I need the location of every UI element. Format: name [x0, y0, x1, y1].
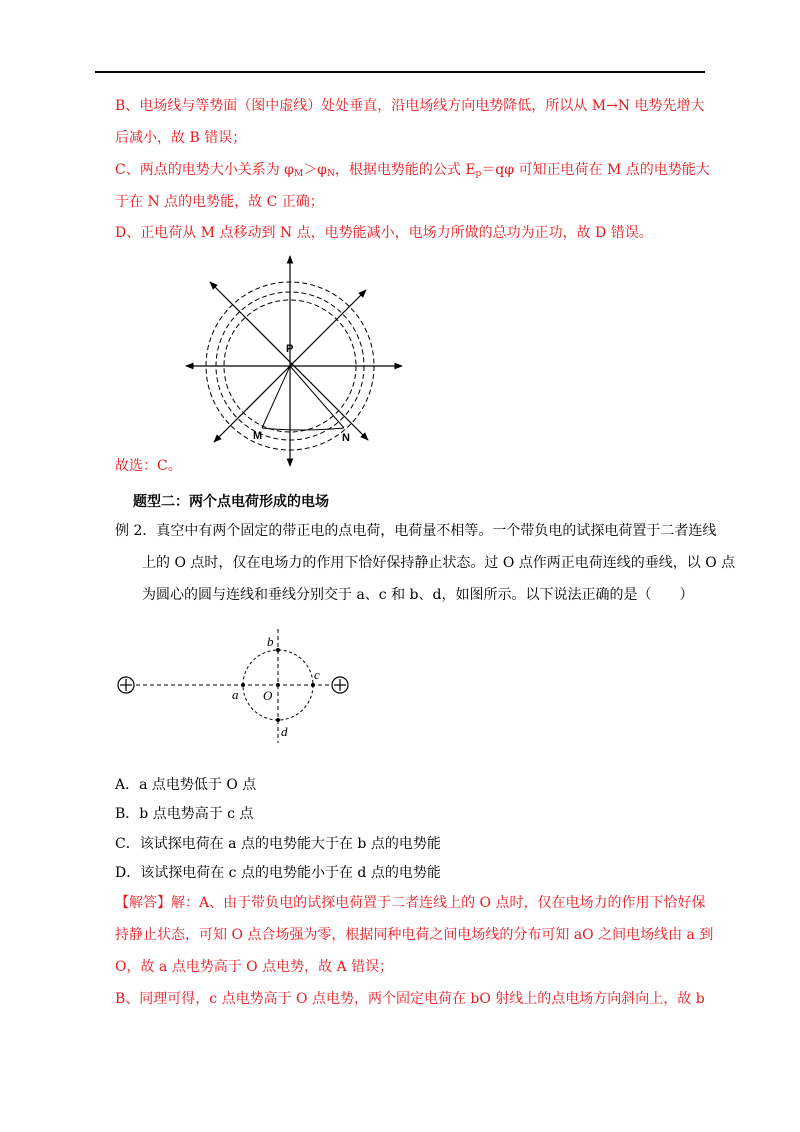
field-line-diagonal-2 [210, 282, 368, 440]
solution-line4: B、同理可得，c 点电势高于 O 点电势，两个固定电荷在 bO 射线上的点电场方向斜向上，故 b [115, 991, 705, 1007]
label-d: d [281, 724, 288, 739]
option-b: B．b 点电势高于 c 点 [115, 806, 254, 822]
label-p: P [286, 343, 294, 355]
example-line3: 为圆心的圆与连线和垂线分别交于 a、c 和 b、d，如图所示。以下说法正确的是（ ） [142, 587, 694, 603]
positive-charge-right [332, 677, 348, 693]
point-c [311, 683, 315, 687]
example-line2: 上的 O 点时，仅在电场力的作用下恰好保持静止状态。过 O 点作两正电荷连线的垂线，以 O 点 [142, 555, 736, 571]
solution-b-line1: B、电场线与等势面（图中虚线）处处垂直，沿电场线方向电势降低，所以从 M→N 电势先增大 [115, 98, 705, 114]
solution-c-line1: C、两点的电势大小关系为 $\varphi_M>\varphi_N$，根据电势能的公式 $E_p=q\varphi$ 可知正电荷在 M 点的电势能大 [115, 162, 710, 179]
point-d [276, 718, 280, 722]
label-a: a [232, 687, 239, 702]
solution-line3: O，故 a 点电势高于 O 点电势，故 A 错误； [115, 959, 394, 975]
solution-line1: 【解答】解：A、由于带负电的试探电荷置于二者连线上的 O 点时，仅在电场力的作用下恰好保 [115, 895, 706, 911]
label-n: N [342, 432, 350, 444]
solution-line2: 持静止状态，可知 O 点合场强为零，根据同种电荷之间电场线的分布可知 aO 之间电场线由 a 到 [115, 927, 714, 943]
header-rule [95, 71, 705, 73]
option-a: A．a 点电势低于 O 点 [115, 777, 257, 793]
solution-c-line2: 于在 N 点的电势能，故 C 正确； [115, 194, 324, 210]
point-b [276, 648, 280, 652]
positive-charge-left [118, 677, 134, 693]
line-p-to-n [290, 366, 344, 428]
field-line-figure [180, 248, 410, 473]
solution-b-line2: 后减小，故 B 错误； [115, 130, 247, 146]
line-p-to-m [262, 366, 290, 428]
path-m-to-n [262, 428, 344, 430]
answer-line: 故选：C。 [115, 458, 182, 474]
solution-d-line: D、正电荷从 M 点移动到 N 点，电势能减小，电场力所做的总功为正功，故 D 错误。 [115, 225, 653, 241]
solution-tag: 【解答】 [115, 895, 171, 911]
label-m: M [253, 430, 263, 442]
option-d: D．该试探电荷在 c 点的电势能小于在 d 点的电势能 [115, 865, 441, 881]
two-charge-figure [110, 627, 360, 747]
option-c: C．该试探电荷在 a 点的电势能大于在 b 点的电势能 [115, 836, 441, 852]
label-o: O [263, 688, 273, 703]
section-heading: 题型二：两个点电荷形成的电场 [133, 494, 329, 510]
label-c: c [314, 667, 320, 682]
point-o [276, 683, 280, 687]
example-line1: 例 2．真空中有两个固定的带正电的点电荷，电荷量不相等。一个带负电的试探电荷置于二者连线 [115, 523, 717, 539]
label-b: b [267, 634, 274, 649]
point-a [241, 683, 245, 687]
